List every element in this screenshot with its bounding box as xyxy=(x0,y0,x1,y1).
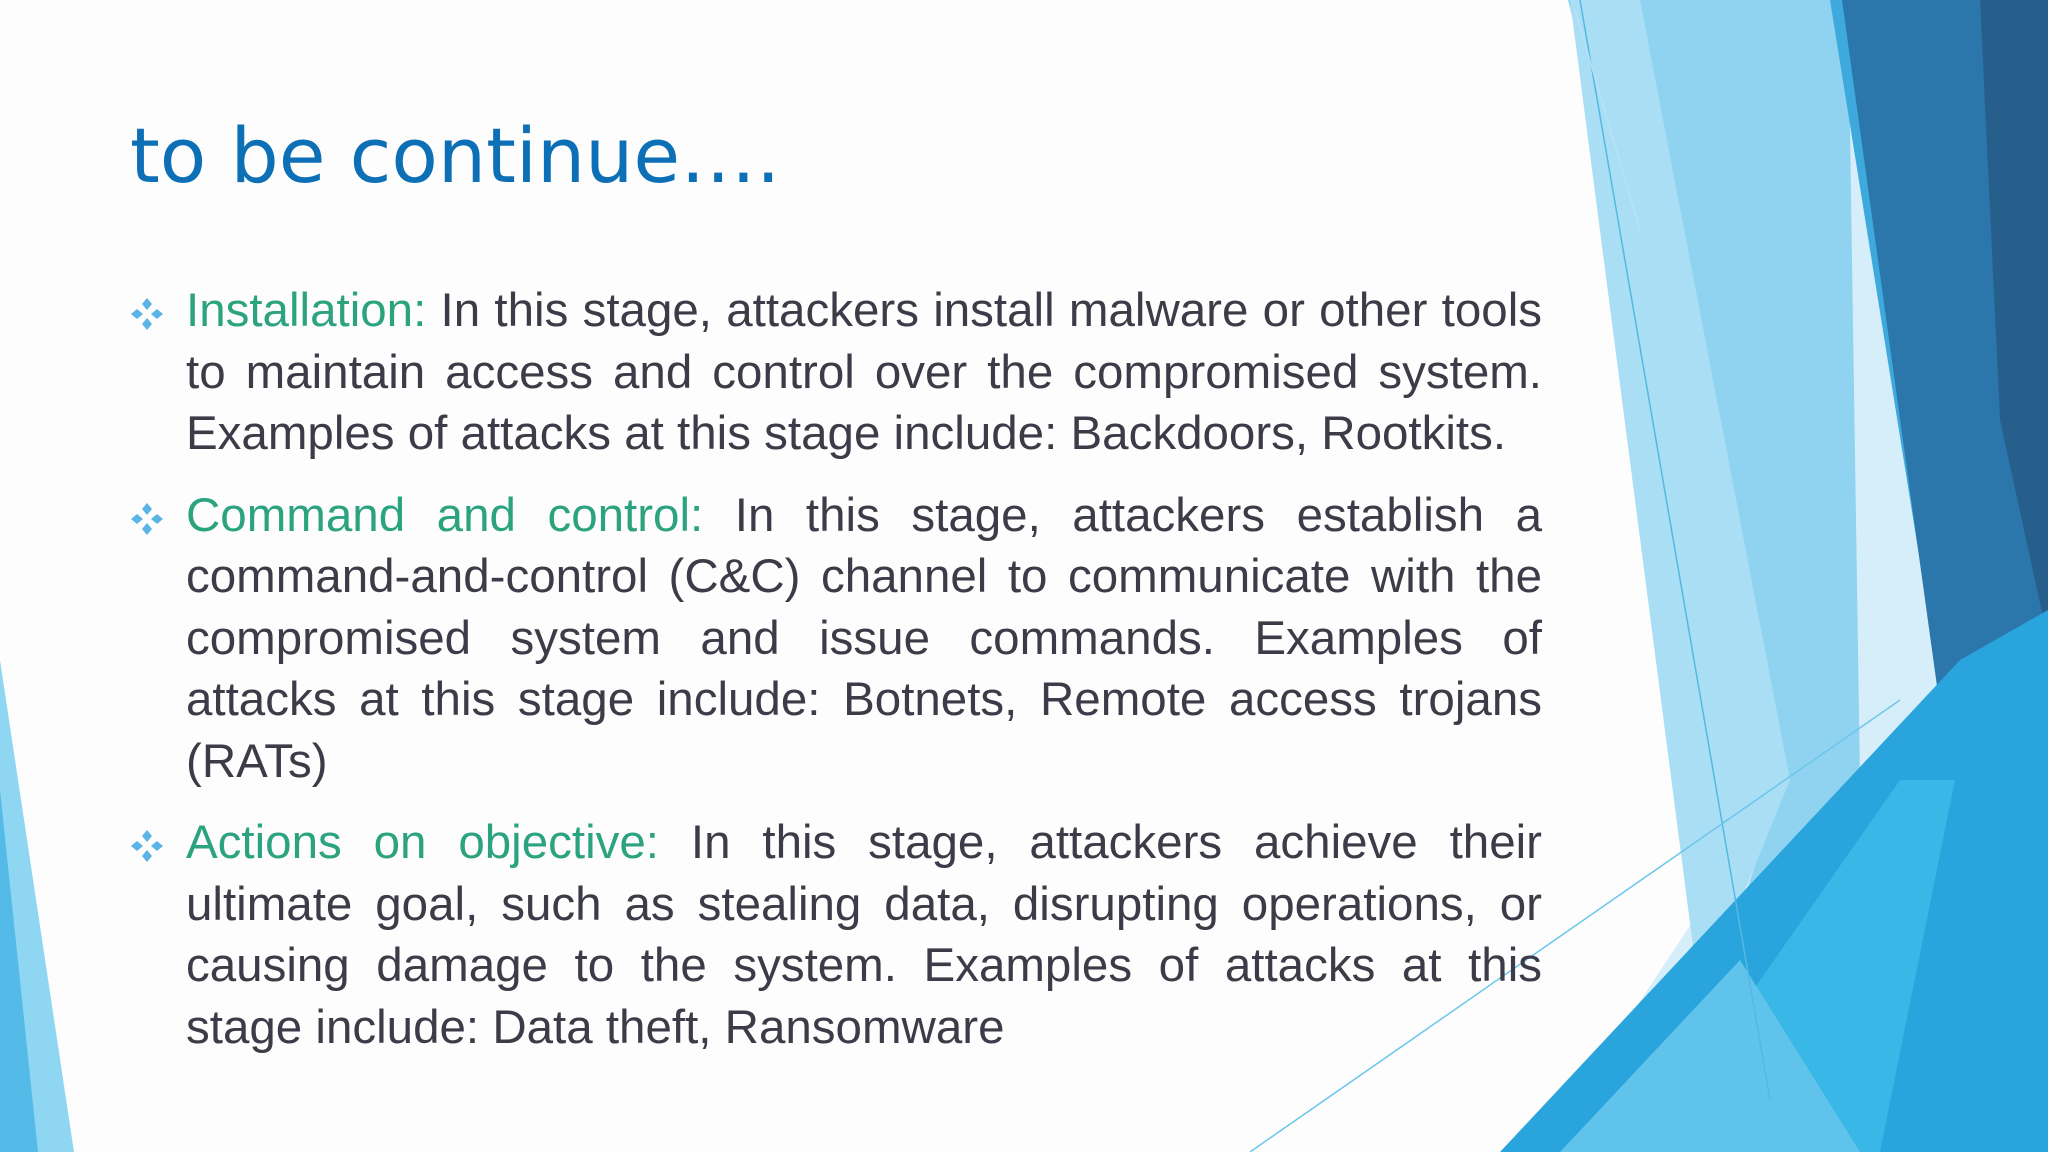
bullet-term: Actions on objective: xyxy=(186,816,660,869)
bullet-term: Command and control: xyxy=(186,488,704,542)
bullet-item-installation xyxy=(186,280,1542,465)
slide-title: to be continue…. xyxy=(130,111,781,200)
bullet-item-command-and-control xyxy=(186,485,1542,793)
bullet-text: In this stage, attackers install malware or other tools to maintain access and control over the compromised system. Examples of attacks at this stage include: Backdoors, Rootkits. xyxy=(186,284,1542,460)
four-diamond-bullet-icon xyxy=(130,829,164,863)
bullet-term: Installation: xyxy=(186,284,427,337)
four-diamond-bullet-icon xyxy=(130,297,164,331)
four-diamond-bullet-icon xyxy=(130,502,164,536)
bullet-list xyxy=(186,280,1542,1078)
bullet-item-actions-on-objective xyxy=(186,812,1542,1058)
bullet-text: In this stage, attackers achieve their ultimate goal, such as stealing data, disrupting operations, or causing damage to the system. Examples of attacks at this stage include: Data theft, Ransomware xyxy=(186,816,1542,1054)
bullet-text: In this stage, attackers establish a command-and-control (C&C) channel to communicate with the compromised system and issue commands. Examples of attacks at this stage include: Botnets, Remote access trojans (RATs) xyxy=(186,488,1542,788)
